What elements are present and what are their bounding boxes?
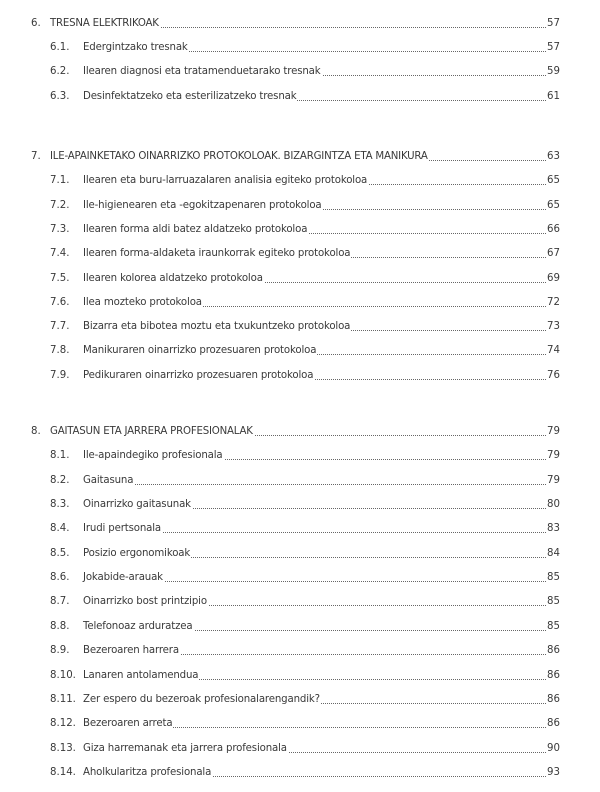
entry-page-number: 84	[546, 545, 560, 563]
toc-entry[interactable]	[0, 618, 600, 636]
toc-entry[interactable]	[0, 367, 600, 385]
entry-page-number: 61	[546, 88, 560, 106]
entry-page-number: 74	[546, 342, 560, 360]
entry-number: 8.14.	[50, 766, 76, 778]
entry-page-number: 80	[546, 496, 560, 514]
entry-number: 7.2.	[50, 199, 70, 211]
entry-number: 8.11.	[50, 693, 76, 705]
entry-page-number: 85	[546, 618, 560, 636]
toc-entry[interactable]	[0, 545, 600, 563]
entry-title: Bizarra eta bibotea moztu eta txukuntzeko protokoloa	[83, 318, 351, 336]
entry-title: Ilearen diagnosi eta tratamenduetarako tresnak	[83, 63, 322, 81]
entry-number: 7.9.	[50, 369, 70, 381]
entry-page-number: 72	[546, 294, 560, 312]
entry-title: Ilearen forma aldi batez aldatzeko protokoloa	[83, 221, 308, 239]
entry-page-number: 90	[546, 740, 560, 758]
entry-title: Zer espero du bezeroak profesionalarengandik?	[83, 691, 321, 709]
entry-title: Oinarrizko gaitasunak	[83, 496, 192, 514]
entry-number: 8.13.	[50, 742, 76, 754]
entry-page-number: 76	[546, 367, 560, 385]
entry-title: Ilearen eta buru-larruazalaren analisia egiteko protokoloa	[83, 172, 368, 190]
entry-number: 7.7.	[50, 321, 70, 333]
entry-title: Aholkularitza profesionala	[83, 764, 212, 782]
entry-page-number: 93	[546, 764, 560, 782]
toc-entry[interactable]	[0, 569, 600, 587]
entry-page-number: 57	[546, 39, 560, 57]
entry-number: 8.10.	[50, 669, 76, 681]
entry-page-number: 63	[546, 148, 560, 166]
entry-title: Edergintzako tresnak	[83, 39, 189, 57]
entry-number: 6.2.	[50, 66, 70, 78]
entry-title: Ilearen forma-aldaketa iraunkorrak egiteko protokoloa	[83, 245, 351, 263]
entry-title: Bezeroaren arreta	[83, 715, 173, 733]
entry-page-number: 59	[546, 63, 560, 81]
entry-page-number: 65	[546, 172, 560, 190]
toc-entry[interactable]	[0, 221, 600, 239]
entry-title: Gaitasuna	[83, 472, 134, 490]
toc-entry[interactable]	[0, 496, 600, 514]
toc-entry[interactable]	[0, 764, 600, 782]
entry-number: 8.3.	[50, 499, 70, 511]
entry-page-number: 86	[546, 667, 560, 685]
entry-page-number: 66	[546, 221, 560, 239]
entry-number: 8.8.	[50, 620, 70, 632]
entry-page-number: 79	[546, 472, 560, 490]
entry-page-number: 69	[546, 270, 560, 288]
entry-title: Manikuraren oinarrizko prozesuaren protokoloa	[83, 342, 317, 360]
entry-title: Ilea mozteko protokoloa	[83, 294, 203, 312]
entry-title: Giza harremanak eta jarrera profesionala	[83, 740, 288, 758]
toc-entry[interactable]	[0, 472, 600, 490]
entry-title: Pedikuraren oinarrizko prozesuaren protokoloa	[83, 367, 314, 385]
entry-number: 7.4.	[50, 248, 70, 260]
entry-title: Ile-apaindegiko profesionala	[83, 447, 224, 465]
entry-title: TRESNA ELEKTRIKOAK	[50, 15, 160, 33]
entry-number: 7.6.	[50, 296, 70, 308]
toc-chapter-entry[interactable]	[0, 423, 600, 441]
entry-page-number: 67	[546, 245, 560, 263]
toc-entry[interactable]	[0, 294, 600, 312]
entry-number: 6.1.	[50, 42, 70, 54]
entry-number: 8.	[31, 426, 41, 437]
toc-chapter-entry[interactable]	[0, 15, 600, 33]
entry-title: Jokabide-arauak	[83, 569, 164, 587]
toc-entry[interactable]	[0, 88, 600, 106]
toc-entry[interactable]	[0, 642, 600, 660]
entry-number: 8.5.	[50, 547, 70, 559]
entry-title: ILE-APAINKETAKO OINARRIZKO PROTOKOLOAK. BIZARGINTZA ETA MANIKURA	[50, 148, 429, 166]
entry-number: 8.1.	[50, 450, 70, 462]
entry-title: Ilearen kolorea aldatzeko protokoloa	[83, 270, 264, 288]
entry-page-number: 73	[546, 318, 560, 336]
entry-number: 7.	[31, 151, 41, 162]
entry-page-number: 85	[546, 569, 560, 587]
entry-title: Ile-higienearen eta -egokitzapenaren protokoloa	[83, 197, 323, 215]
entry-number: 8.9.	[50, 645, 70, 657]
entry-title: Telefonoaz arduratzea	[83, 618, 194, 636]
entry-number: 8.2.	[50, 474, 70, 486]
entry-page-number: 65	[546, 197, 560, 215]
entry-title: GAITASUN ETA JARRERA PROFESIONALAK	[50, 423, 254, 441]
entry-number: 7.3.	[50, 223, 70, 235]
toc-entry[interactable]	[0, 197, 600, 215]
entry-number: 7.1.	[50, 175, 70, 187]
toc-entry[interactable]	[0, 691, 600, 709]
entry-title: Posizio ergonomikoak	[83, 545, 191, 563]
entry-number: 7.8.	[50, 345, 70, 357]
toc-entry[interactable]	[0, 715, 600, 733]
entry-title: Irudi pertsonala	[83, 520, 162, 538]
entry-number: 6.3.	[50, 90, 70, 102]
entry-number: 8.7.	[50, 596, 70, 608]
entry-page-number: 79	[546, 447, 560, 465]
toc-entry[interactable]	[0, 520, 600, 538]
entry-title: Lanaren antolamendua	[83, 667, 199, 685]
toc-entry[interactable]	[0, 270, 600, 288]
toc-entry[interactable]	[0, 447, 600, 465]
entry-number: 8.4.	[50, 523, 70, 535]
entry-number: 8.12.	[50, 718, 76, 730]
entry-number: 7.5.	[50, 272, 70, 284]
entry-page-number: 86	[546, 642, 560, 660]
toc-entry[interactable]	[0, 39, 600, 57]
toc-entry[interactable]	[0, 245, 600, 263]
toc-entry[interactable]	[0, 318, 600, 336]
dot-leader	[83, 484, 556, 485]
toc-entry[interactable]	[0, 593, 600, 611]
toc-entry[interactable]	[0, 63, 600, 81]
entry-page-number: 57	[546, 15, 560, 33]
entry-page-number: 86	[546, 691, 560, 709]
toc-entry[interactable]	[0, 172, 600, 190]
entry-title: Desinfektatzeko eta esterilizatzeko tresnak	[83, 88, 297, 106]
toc-chapter-entry[interactable]	[0, 148, 600, 166]
entry-number: 6.	[31, 18, 41, 29]
entry-page-number: 83	[546, 520, 560, 538]
entry-number: 8.6.	[50, 572, 70, 584]
toc-entry[interactable]	[0, 667, 600, 685]
entry-title: Bezeroaren harrera	[83, 642, 180, 660]
entry-page-number: 79	[546, 423, 560, 441]
toc-entry[interactable]	[0, 342, 600, 360]
toc-entry[interactable]	[0, 740, 600, 758]
entry-page-number: 85	[546, 593, 560, 611]
entry-page-number: 86	[546, 715, 560, 733]
entry-title: Oinarrizko bost printzipio	[83, 593, 208, 611]
